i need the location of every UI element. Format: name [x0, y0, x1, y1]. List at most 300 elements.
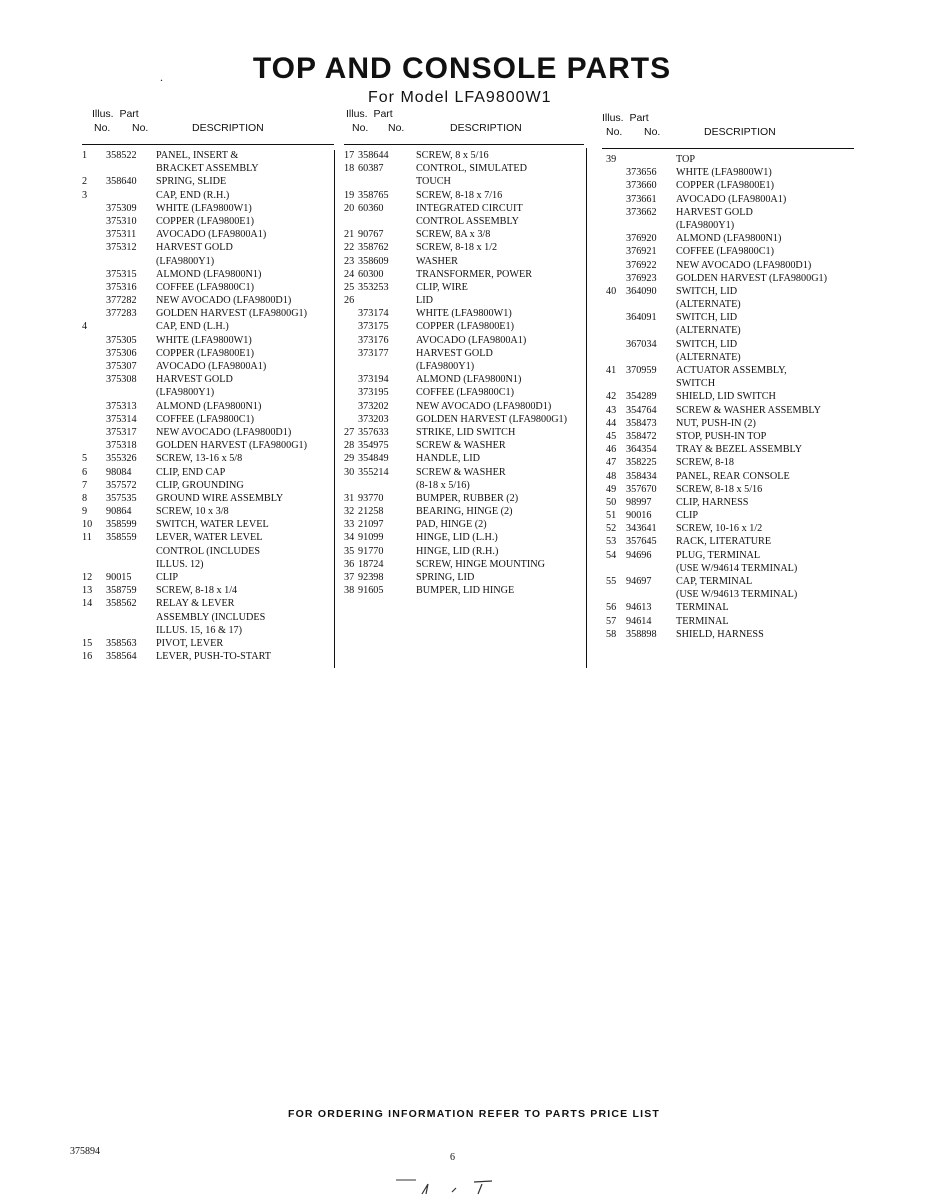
part-description: TOUCH [416, 176, 451, 188]
part-description: COFFEE (LFA9800C1) [156, 413, 255, 425]
parts-row [602, 443, 854, 456]
parts-row [82, 584, 334, 597]
parts-row [602, 535, 854, 548]
parts-row [344, 294, 584, 307]
part-number: 373656 [626, 167, 657, 179]
parts-row [602, 166, 854, 179]
part-number: 354975 [358, 440, 389, 452]
part-description: CLIP [156, 572, 179, 583]
part-no-label: No. [644, 126, 661, 138]
parts-row [344, 558, 584, 571]
part-number: 375316 [106, 281, 137, 293]
part-description: STRIKE, LID SWITCH [416, 426, 516, 438]
part-description: CLIP, GROUNDING [156, 479, 244, 491]
parts-row [344, 400, 584, 413]
part-description: COPPER (LFA9800E1) [156, 215, 255, 227]
parts-row [82, 162, 334, 175]
part-number: 358563 [106, 637, 137, 649]
part-description: SWITCH, LID [676, 312, 738, 324]
part-description: AVOCADO (LFA9800A1) [676, 193, 787, 205]
description-label: DESCRIPTION [192, 122, 264, 134]
part-number: 358765 [358, 189, 389, 201]
column-header [602, 112, 854, 148]
part-description: SCREW, 8-18 x 1/2 [416, 242, 498, 254]
parts-column-2 [344, 108, 584, 597]
illus-number: 48 [606, 470, 617, 482]
part-description: SCREW, 10 x 3/8 [156, 506, 229, 518]
parts-row [344, 571, 584, 584]
part-number: 373194 [358, 374, 389, 386]
header-rule [344, 144, 584, 145]
part-description: WHITE (LFA9800W1) [156, 334, 252, 346]
part-description: NEW AVOCADO (LFA9800D1) [416, 400, 552, 412]
illus-part-label: Illus. Part [92, 108, 139, 120]
illus-number: 3 [82, 189, 88, 201]
illus-number: 12 [82, 572, 93, 583]
parts-row [602, 470, 854, 483]
illus-number: 18 [344, 163, 355, 175]
part-number: 358564 [106, 651, 137, 663]
part-description: SCREW, 8-18 [676, 457, 734, 469]
part-description: CLIP, END CAP [156, 466, 226, 478]
part-number: 355326 [106, 453, 137, 465]
part-number: 377282 [106, 295, 137, 307]
part-number: 376922 [626, 259, 657, 271]
part-description: COPPER (LFA9800E1) [676, 180, 775, 192]
part-number: 358225 [626, 457, 657, 469]
part-description: HINGE, LID (L.H.) [416, 532, 498, 544]
part-number: 375307 [106, 361, 137, 372]
parts-row [344, 518, 584, 531]
part-description: CONTROL, SIMULATED [416, 163, 527, 175]
part-description: CLIP [676, 510, 699, 522]
part-number: 364354 [626, 444, 657, 456]
parts-row [82, 294, 334, 307]
part-number: 375309 [106, 202, 137, 214]
parts-row [344, 531, 584, 544]
part-description: (LFA9800Y1) [156, 255, 215, 267]
part-description: LEVER, WATER LEVEL [156, 532, 263, 544]
illus-number: 56 [606, 602, 617, 614]
part-description: ALMOND (LFA9800N1) [676, 233, 782, 245]
illus-number: 46 [606, 444, 617, 456]
part-description: SCREW, 10-16 x 1/2 [676, 523, 763, 535]
part-description: (ALTERNATE) [676, 299, 741, 311]
parts-row [602, 575, 854, 588]
part-description: ACTUATOR ASSEMBLY, [676, 365, 787, 376]
parts-row [82, 505, 334, 518]
part-number: 93770 [358, 492, 384, 504]
illus-number: 57 [606, 615, 617, 627]
part-number: 94697 [626, 576, 652, 587]
parts-row [82, 637, 334, 650]
parts-row [82, 571, 334, 584]
part-number: 358434 [626, 470, 657, 482]
parts-row [82, 650, 334, 663]
part-number: 358609 [358, 255, 389, 267]
part-number: 21097 [358, 519, 384, 531]
illus-number: 34 [344, 532, 355, 544]
parts-row [602, 456, 854, 469]
parts-row [82, 228, 334, 241]
parts-row [602, 417, 854, 430]
part-number: 91099 [358, 532, 384, 544]
parts-row [344, 452, 584, 465]
part-description: HARVEST GOLD [156, 374, 233, 386]
part-description: WASHER [416, 255, 458, 267]
part-description: LID [416, 295, 433, 307]
illus-no-label: No. [94, 122, 111, 134]
part-description: WHITE (LFA9800W1) [676, 167, 772, 179]
parts-row [82, 241, 334, 254]
part-number: 354764 [626, 404, 657, 416]
parts-row [344, 466, 584, 479]
stray-mark: . [160, 70, 163, 84]
illus-number: 27 [344, 426, 355, 438]
illus-number: 26 [344, 295, 355, 307]
parts-row [602, 232, 854, 245]
part-description: SWITCH, LID [676, 338, 738, 350]
part-number: 358759 [106, 585, 137, 597]
parts-row [344, 492, 584, 505]
part-number: 91605 [358, 585, 384, 597]
part-description: PLUG, TERMINAL [676, 549, 761, 561]
parts-row [82, 479, 334, 492]
part-description: TOP [676, 154, 696, 165]
part-description: (LFA9800Y1) [416, 361, 475, 372]
part-number: 375315 [106, 268, 137, 280]
part-description: SPRING, LID [416, 572, 475, 583]
illus-number: 21 [344, 229, 355, 241]
parts-row [82, 413, 334, 426]
part-number: 358522 [106, 150, 137, 161]
parts-row [602, 496, 854, 509]
part-number: 370959 [626, 365, 657, 376]
part-description: COFFEE (LFA9800C1) [156, 281, 255, 293]
parts-row [602, 338, 854, 351]
page-title: TOP AND CONSOLE PARTS [252, 52, 672, 85]
parts-row [82, 347, 334, 360]
parts-row [602, 483, 854, 496]
parts-row [602, 390, 854, 403]
part-description: PAD, HINGE (2) [416, 519, 487, 531]
illus-number: 4 [82, 321, 88, 333]
page-subtitle: For Model LFA9800W1 [368, 89, 552, 106]
illus-number: 49 [606, 483, 617, 495]
parts-row [82, 255, 334, 268]
part-description: ALMOND (LFA9800N1) [156, 268, 262, 280]
parts-row [344, 505, 584, 518]
part-description: PANEL, REAR CONSOLE [676, 470, 790, 482]
part-description: PIVOT, LEVER [156, 637, 224, 649]
description-label: DESCRIPTION [450, 122, 522, 134]
part-number: 375312 [106, 242, 137, 254]
part-number: 354849 [358, 453, 389, 465]
parts-row [344, 545, 584, 558]
parts-row [602, 179, 854, 192]
part-description: TRANSFORMER, POWER [416, 268, 533, 280]
part-description: COFFEE (LFA9800C1) [416, 387, 515, 399]
part-description: NEW AVOCADO (LFA9800D1) [156, 426, 292, 438]
parts-row [344, 373, 584, 386]
parts-row [82, 545, 334, 558]
illus-number: 33 [344, 519, 355, 531]
part-description: RELAY & LEVER [156, 598, 235, 610]
part-description: SHIELD, HARNESS [676, 628, 764, 640]
part-number: 358559 [106, 532, 137, 544]
part-number: 60300 [358, 268, 384, 280]
part-number: 98997 [626, 496, 652, 508]
part-description: SWITCH, WATER LEVEL [156, 519, 269, 531]
parts-row [344, 413, 584, 426]
part-description: BUMPER, RUBBER (2) [416, 492, 519, 504]
part-number: 376923 [626, 272, 657, 284]
parts-row [82, 426, 334, 439]
part-number: 373174 [358, 308, 389, 320]
part-description: CAP, TERMINAL [676, 576, 753, 587]
part-description: NUT, PUSH-IN (2) [676, 417, 756, 429]
illus-part-label: Illus. Part [602, 112, 649, 124]
illus-number: 28 [344, 440, 355, 452]
illus-number: 8 [82, 492, 88, 504]
illus-number: 20 [344, 202, 355, 214]
parts-row [82, 558, 334, 571]
column-divider [334, 150, 335, 668]
part-description: ILLUS. 15, 16 & 17) [156, 624, 243, 636]
part-description: LEVER, PUSH-TO-START [156, 651, 271, 663]
part-description: (LFA9800Y1) [156, 387, 215, 399]
part-description: HARVEST GOLD [156, 242, 233, 254]
part-number: 375308 [106, 374, 137, 386]
parts-row [602, 351, 854, 364]
part-number: 373175 [358, 321, 389, 333]
parts-row [344, 307, 584, 320]
part-description: NEW AVOCADO (LFA9800D1) [676, 259, 812, 271]
parts-row [344, 268, 584, 281]
part-number: 353253 [358, 281, 389, 293]
part-description: HARVEST GOLD [416, 347, 493, 359]
part-number: 358599 [106, 519, 137, 531]
part-description: SHIELD, LID SWITCH [676, 391, 776, 403]
parts-row [344, 281, 584, 294]
part-number: 357633 [358, 426, 389, 438]
illus-number: 6 [82, 466, 88, 478]
part-description: AVOCADO (LFA9800A1) [156, 361, 267, 372]
part-number: 358640 [106, 176, 137, 188]
column-header [344, 108, 584, 144]
parts-row [82, 400, 334, 413]
parts-row [82, 518, 334, 531]
part-number: 343641 [626, 523, 657, 535]
part-no-label: No. [388, 122, 405, 134]
parts-row [82, 611, 334, 624]
illus-number: 23 [344, 255, 355, 267]
part-description: (USE W/94614 TERMINAL) [676, 562, 798, 574]
parts-row [344, 255, 584, 268]
part-number: 375318 [106, 440, 137, 452]
header-rule [82, 144, 334, 145]
parts-row [602, 311, 854, 324]
part-number: 94613 [626, 602, 652, 614]
part-description: GOLDEN HARVEST (LFA9800G1) [156, 308, 308, 320]
part-number: 90767 [358, 229, 384, 241]
part-description: SCREW & WASHER [416, 440, 506, 452]
part-description: RACK, LITERATURE [676, 536, 772, 548]
part-number: 354289 [626, 391, 657, 403]
illus-number: 43 [606, 404, 617, 416]
header-rule [602, 148, 854, 149]
part-number: 358562 [106, 598, 137, 610]
part-description: STOP, PUSH-IN TOP [676, 430, 767, 442]
illus-number: 1 [82, 150, 88, 161]
parts-row [602, 245, 854, 258]
part-number: 357572 [106, 479, 137, 491]
part-description: SCREW, 13-16 x 5/8 [156, 453, 243, 465]
illus-number: 52 [606, 523, 617, 535]
illus-number: 38 [344, 585, 355, 597]
parts-row [82, 175, 334, 188]
part-number: 21258 [358, 506, 384, 518]
part-description: HANDLE, LID [416, 453, 480, 465]
part-description: ALMOND (LFA9800N1) [156, 400, 262, 412]
parts-row [82, 334, 334, 347]
illus-number: 25 [344, 281, 355, 293]
illus-number: 54 [606, 549, 617, 561]
illus-number: 15 [82, 637, 93, 649]
parts-row [82, 320, 334, 333]
part-number: 373660 [626, 180, 657, 192]
part-description: INTEGRATED CIRCUIT [416, 202, 523, 214]
parts-row [82, 452, 334, 465]
part-description: SWITCH [676, 378, 716, 390]
parts-row [344, 149, 584, 162]
column-divider [586, 148, 587, 668]
part-number: 376920 [626, 233, 657, 245]
part-number: 377283 [106, 308, 137, 320]
part-description: ILLUS. 12) [156, 558, 204, 570]
part-description: TERMINAL [676, 602, 729, 614]
part-description: CLIP, HARNESS [676, 496, 749, 508]
part-number: 375311 [106, 229, 137, 241]
parts-row [602, 588, 854, 601]
illus-number: 31 [344, 492, 355, 504]
part-description: AVOCADO (LFA9800A1) [156, 229, 267, 241]
parts-row [602, 324, 854, 337]
parts-row [344, 241, 584, 254]
part-number: 357645 [626, 536, 657, 548]
part-description: GROUND WIRE ASSEMBLY [156, 492, 284, 504]
part-number: 373203 [358, 413, 389, 425]
parts-row [602, 272, 854, 285]
illus-number: 51 [606, 510, 617, 522]
parts-row [82, 531, 334, 544]
part-description: (LFA9800Y1) [676, 219, 735, 231]
illus-number: 58 [606, 628, 617, 640]
page-number: 6 [450, 1152, 455, 1163]
parts-row [344, 334, 584, 347]
part-description: NEW AVOCADO (LFA9800D1) [156, 295, 292, 307]
parts-row [82, 202, 334, 215]
parts-row [82, 268, 334, 281]
part-description: GOLDEN HARVEST (LFA9800G1) [156, 440, 308, 452]
illus-number: 36 [344, 558, 355, 570]
part-number: 94696 [626, 549, 652, 561]
parts-row [602, 628, 854, 641]
illus-number: 42 [606, 391, 617, 403]
part-description: SWITCH, LID [676, 285, 738, 297]
part-description: CONTROL (INCLUDES [156, 545, 261, 557]
part-number: 358473 [626, 417, 657, 429]
part-number: 90016 [626, 510, 652, 522]
part-number: 367034 [626, 338, 657, 350]
parts-row [344, 175, 584, 188]
parts-row [82, 189, 334, 202]
parts-row [82, 439, 334, 452]
parts-row [82, 360, 334, 373]
part-number: 358898 [626, 628, 657, 640]
part-description: ALMOND (LFA9800N1) [416, 374, 522, 386]
illus-number: 32 [344, 506, 355, 518]
part-description: SCREW, 8A x 3/8 [416, 229, 491, 241]
illus-number: 5 [82, 453, 88, 465]
parts-row [344, 347, 584, 360]
part-number: 375313 [106, 400, 137, 412]
part-number: 91770 [358, 545, 384, 557]
illus-no-label: No. [606, 126, 623, 138]
part-description: AVOCADO (LFA9800A1) [416, 334, 527, 346]
part-description: BUMPER, LID HINGE [416, 585, 515, 597]
part-description: ASSEMBLY (INCLUDES [156, 611, 266, 623]
illus-number: 50 [606, 496, 617, 508]
illus-number: 41 [606, 365, 617, 376]
part-number: 375305 [106, 334, 137, 346]
part-number: 373195 [358, 387, 389, 399]
illus-number: 22 [344, 242, 355, 254]
parts-row [602, 615, 854, 628]
part-description: GOLDEN HARVEST (LFA9800G1) [676, 272, 828, 284]
part-number: 357535 [106, 492, 137, 504]
parts-row [344, 162, 584, 175]
parts-row [602, 285, 854, 298]
part-number: 375314 [106, 413, 137, 425]
parts-row [344, 228, 584, 241]
part-description: PANEL, INSERT & [156, 150, 239, 161]
parts-row [82, 624, 334, 637]
parts-row [602, 153, 854, 166]
parts-row [82, 215, 334, 228]
part-number: 375306 [106, 347, 137, 359]
parts-row [82, 307, 334, 320]
parts-row [602, 206, 854, 219]
parts-row [602, 259, 854, 272]
handwritten-mark [392, 1176, 502, 1196]
illus-number: 55 [606, 576, 617, 587]
part-number: 358762 [358, 242, 389, 254]
part-description: COFFEE (LFA9800C1) [676, 246, 775, 258]
part-description: SCREW, 8-18 x 1/4 [156, 585, 238, 597]
illus-number: 39 [606, 154, 617, 165]
part-description: CAP, END (L.H.) [156, 321, 229, 333]
parts-column-1 [82, 108, 334, 663]
parts-row [602, 364, 854, 377]
illus-number: 45 [606, 430, 617, 442]
parts-row [344, 202, 584, 215]
illus-number: 7 [82, 479, 88, 491]
part-number: 376921 [626, 246, 657, 258]
illus-number: 14 [82, 598, 93, 610]
parts-row [82, 149, 334, 162]
part-description: SCREW & WASHER [416, 466, 506, 478]
